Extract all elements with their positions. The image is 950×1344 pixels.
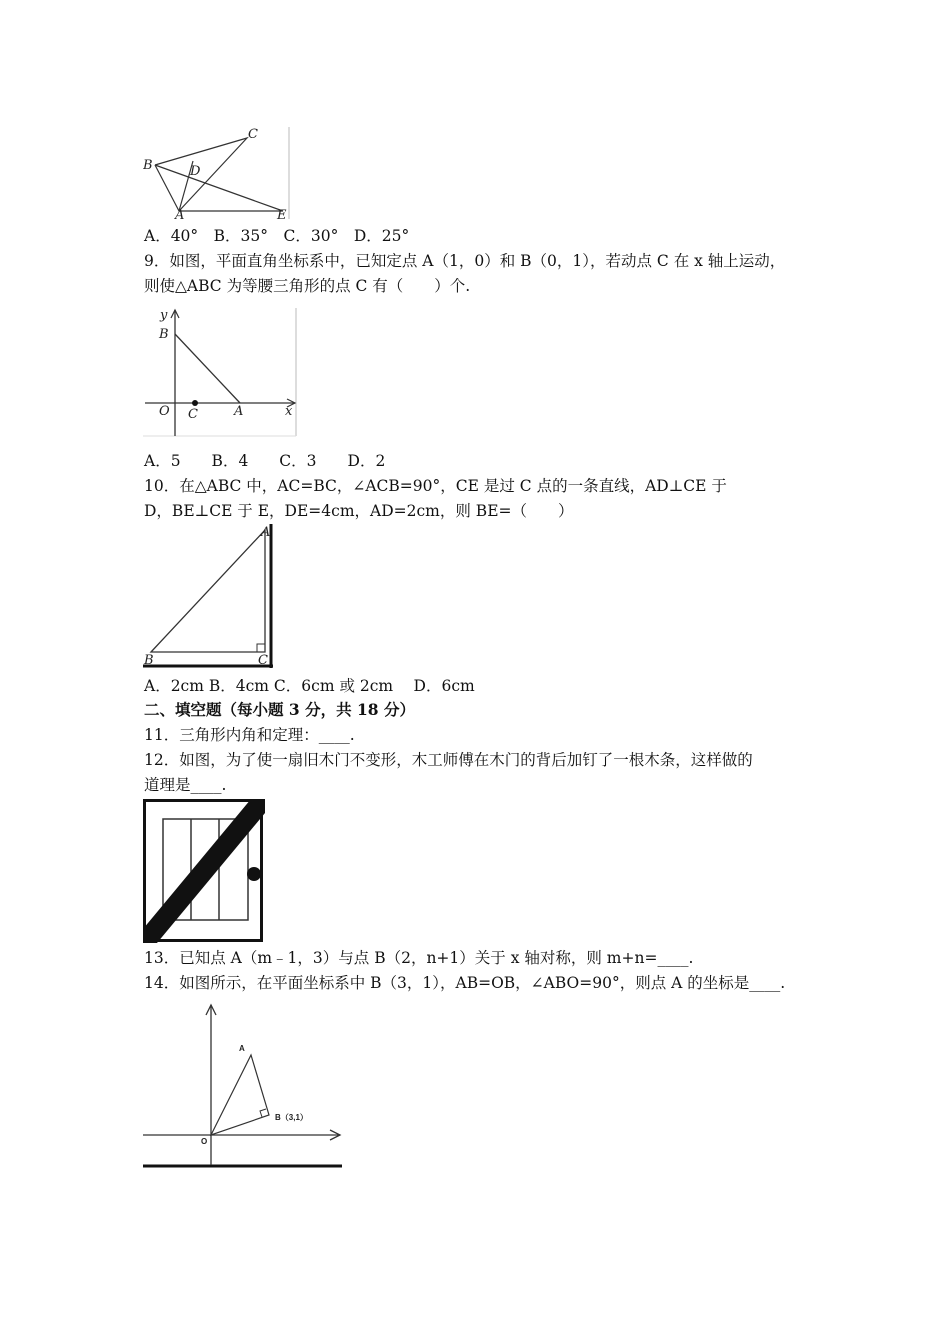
q10-options: A．2cm B．4cm C．6cm 或 2cm D．6cm bbox=[144, 677, 475, 695]
q14-label-o: O bbox=[201, 1137, 208, 1146]
q9-label-y: y bbox=[160, 308, 168, 323]
q9-figure bbox=[143, 306, 299, 438]
q13-text: 13．已知点 A（m﹣1，3）与点 B（2，n+1）关于 x 轴对称，则 m+n=____. bbox=[144, 949, 694, 967]
q10-label-b: B bbox=[144, 653, 154, 668]
q8-figure bbox=[143, 127, 293, 219]
q9-label-c: C bbox=[188, 407, 198, 422]
q10-label-c: C bbox=[258, 653, 268, 668]
q9-coordinate-diagram bbox=[143, 306, 299, 438]
q8-label-b: B bbox=[143, 158, 153, 173]
q8-label-e: E bbox=[277, 208, 287, 219]
q14-label-b: B（3,1） bbox=[275, 1113, 308, 1122]
q9-text-line1: 9．如图，平面直角坐标系中，已知定点 A（1，0）和 B（0，1），若动点 C 在 x 轴上运动， bbox=[144, 252, 786, 270]
q9-text-line2: 则使△ABC 为等腰三角形的点 C 有（ ）个. bbox=[144, 277, 471, 295]
q10-figure bbox=[143, 524, 275, 670]
q12-figure bbox=[143, 799, 265, 943]
q9-options: A．5 B．4 C．3 D．2 bbox=[144, 452, 386, 470]
q12-door-diagram bbox=[143, 799, 265, 943]
q9-label-o: O bbox=[159, 404, 170, 419]
q8-label-d: D bbox=[190, 164, 201, 179]
q12-text-line2: 道理是____. bbox=[144, 776, 227, 794]
q14-label-a: A bbox=[239, 1044, 245, 1053]
q10-label-a: A bbox=[261, 525, 271, 540]
q9-label-x: x bbox=[285, 404, 293, 419]
q11-text: 11．三角形内角和定理：____. bbox=[144, 726, 355, 744]
q8-label-c: C bbox=[248, 127, 258, 142]
q12-text-line1: 12．如图，为了使一扇旧木门不变形，木工师傅在木门的背后加钉了一根木条，这样做的 bbox=[144, 751, 753, 769]
q10-right-triangle-diagram bbox=[143, 524, 275, 670]
q14-text: 14．如图所示，在平面坐标系中 B（3，1），AB=OB，∠ABO=90°，则点 A 的坐标是____. bbox=[144, 974, 786, 992]
q8-options: A．40° B．35° C．30° D．25° bbox=[144, 227, 410, 245]
q8-label-a: A bbox=[175, 208, 185, 219]
q14-coordinate-diagram bbox=[143, 1001, 343, 1169]
q8-triangle-diagram bbox=[143, 127, 293, 219]
q9-label-a: A bbox=[234, 404, 244, 419]
q10-text-line1: 10．在△ABC 中，AC=BC，∠ACB=90°，CE 是过 C 点的一条直线，AD⊥CE 于 bbox=[144, 477, 727, 495]
q14-figure bbox=[143, 1001, 343, 1169]
section2-heading: 二、填空题（每小题 3 分，共 18 分） bbox=[144, 700, 415, 719]
q9-label-b: B bbox=[159, 327, 169, 342]
q10-text-line2: D，BE⊥CE 于 E，DE=4cm，AD=2cm，则 BE=（ ） bbox=[144, 502, 574, 520]
